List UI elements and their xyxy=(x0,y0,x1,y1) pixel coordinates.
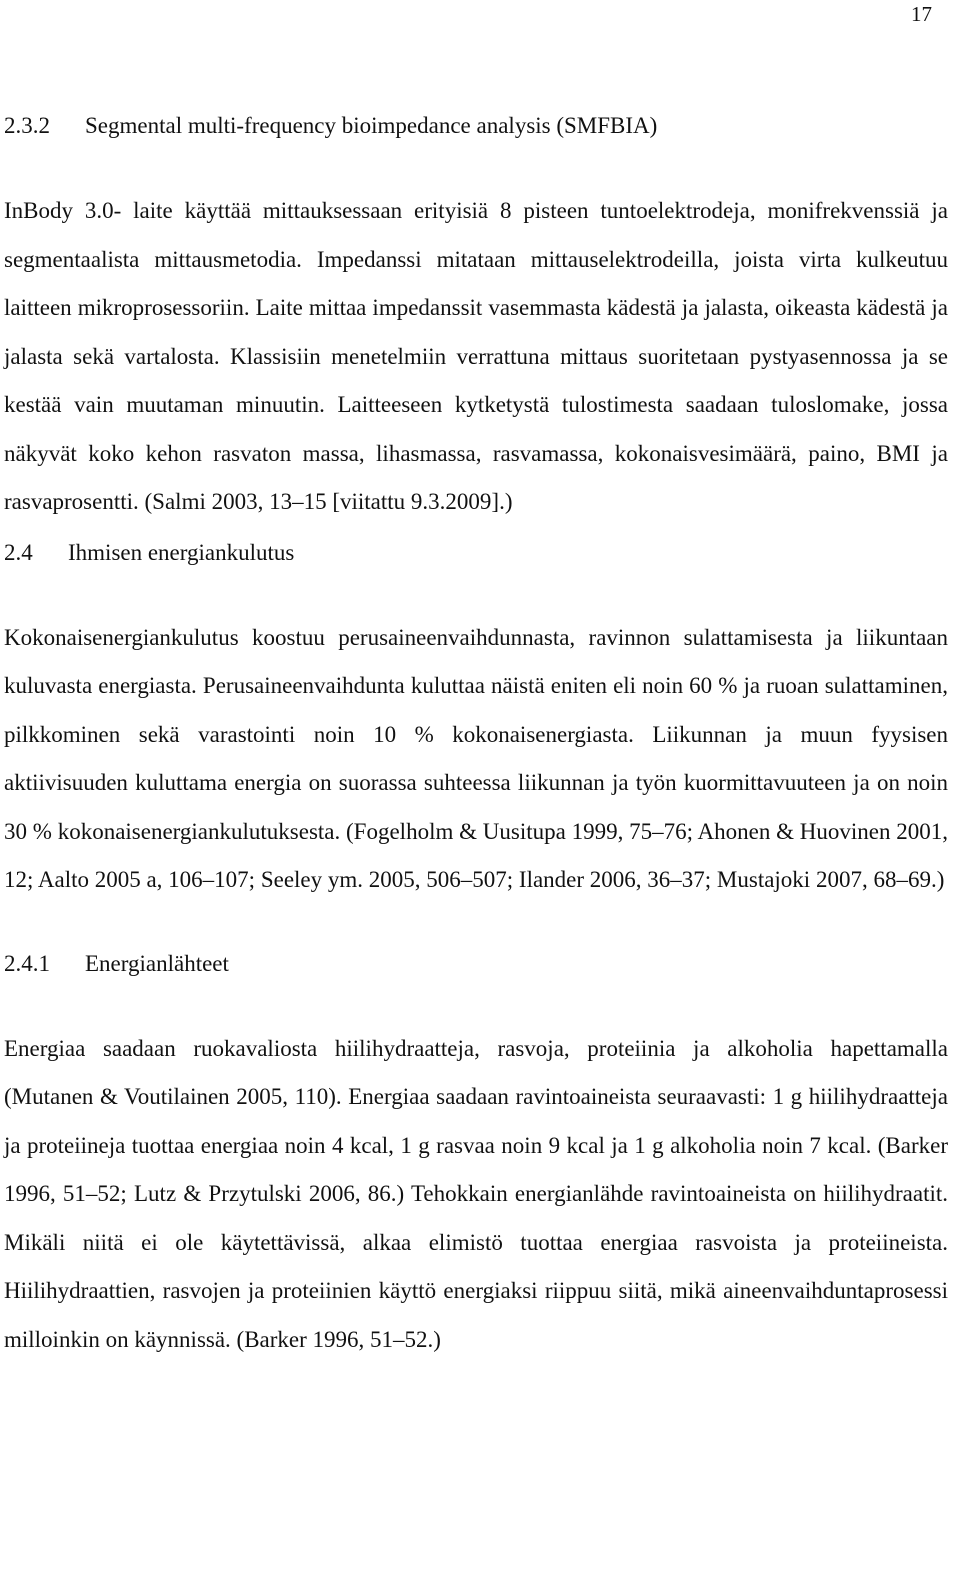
section-title: Ihmisen energiankulutus xyxy=(68,539,295,565)
section-heading-2-4 xyxy=(4,529,948,577)
section-number: 2.3.2 xyxy=(4,113,50,138)
section-title: Segmental multi-frequency bioimpedance analysis (SMFBIA) xyxy=(85,113,658,138)
section-title: Energianlähteet xyxy=(85,950,229,976)
section-number: 2.4 xyxy=(4,539,33,565)
page-number: 17 xyxy=(911,2,932,26)
section-heading-2-3-2 xyxy=(4,102,948,150)
body-paragraph: Kokonaisenergiankulutus koostuu perusaineenvaihdunnasta, ravinnon sulattamisesta ja liikuntaan kuluvasta energiasta. Perusaineenvaihdunta kuluttaa näistä eniten eli noin 60 % ja ruoan sulattaminen, pilkkominen sekä varastointi noin 10 % kokonaisenergiasta. Liikunnan ja muun fyysisen aktiivisuuden kuluttama energia on suorassa suhteessa liikunnan ja työn kuormittavuuteen ja on noin 30 % kokonaisenergiankulutuksesta. (Fogelholm & Uusitupa 1999, 75–76; Ahonen & Huovinen 2001, 12; Aalto 2005 a, 106–107; Seeley ym. 2005, 506–507; Ilander 2006, 36–37; Mustajoki 2007, 68–69.) xyxy=(4,624,948,892)
page-content xyxy=(4,102,948,1364)
section-number: 2.4.1 xyxy=(4,950,50,976)
section-heading-2-4-1 xyxy=(4,940,948,988)
body-paragraph: Energiaa saadaan ruokavaliosta hiilihydraatteja, rasvoja, proteiinia ja alkoholia hapettamalla (Mutanen & Voutilainen 2005, 110). Energiaa saadaan ravintoaineista seuraavasti: 1 g hiilihydraatteja ja proteiineja tuottaa energiaa noin 4 kcal, 1 g rasvaa noin 9 kcal ja 1 g alkoholia noin 7 kcal. (Barker 1996, 51–52; Lutz & Przytulski 2006, 86.) Tehokkain energianlähde ravintoaineista on hiilihydraatit. Mikäli niitä ei ole käytettävissä, alkaa elimistö tuottaa energiaa rasvoista ja proteiineista. Hiilihydraattien, rasvojen ja proteiinien käyttö energiaksi riippuu siitä, mikä aineenvaihduntaprosessi milloinkin on käynnissä. (Barker 1996, 51–52.) xyxy=(4,1035,948,1352)
body-paragraph: InBody 3.0- laite käyttää mittauksessaan erityisiä 8 pisteen tuntoelektrodeja, monifrekvenssiä ja segmentaalista mittausmetodia. Impedanssi mitataan mittauselektrodeilla, joista virta kulkeutuu laitteen mikroprosessoriin. Laite mittaa impedanssit vasemmasta kädestä ja jalasta, oikeasta kädestä ja jalasta sekä vartalosta. Klassisiin menetelmiin verrattuna mittaus suoritetaan pystyasennossa ja se kestää vain muutaman minuutin. Laitteeseen kytketystä tulostimesta saadaan tuloslomake, jossa näkyvät koko kehon rasvaton massa, lihasmassa, rasvamassa, kokonaisvesimäärä, paino, BMI ja rasvaprosentti. (Salmi 2003, 13–15 [viitattu 9.3.2009].) xyxy=(4,198,948,514)
